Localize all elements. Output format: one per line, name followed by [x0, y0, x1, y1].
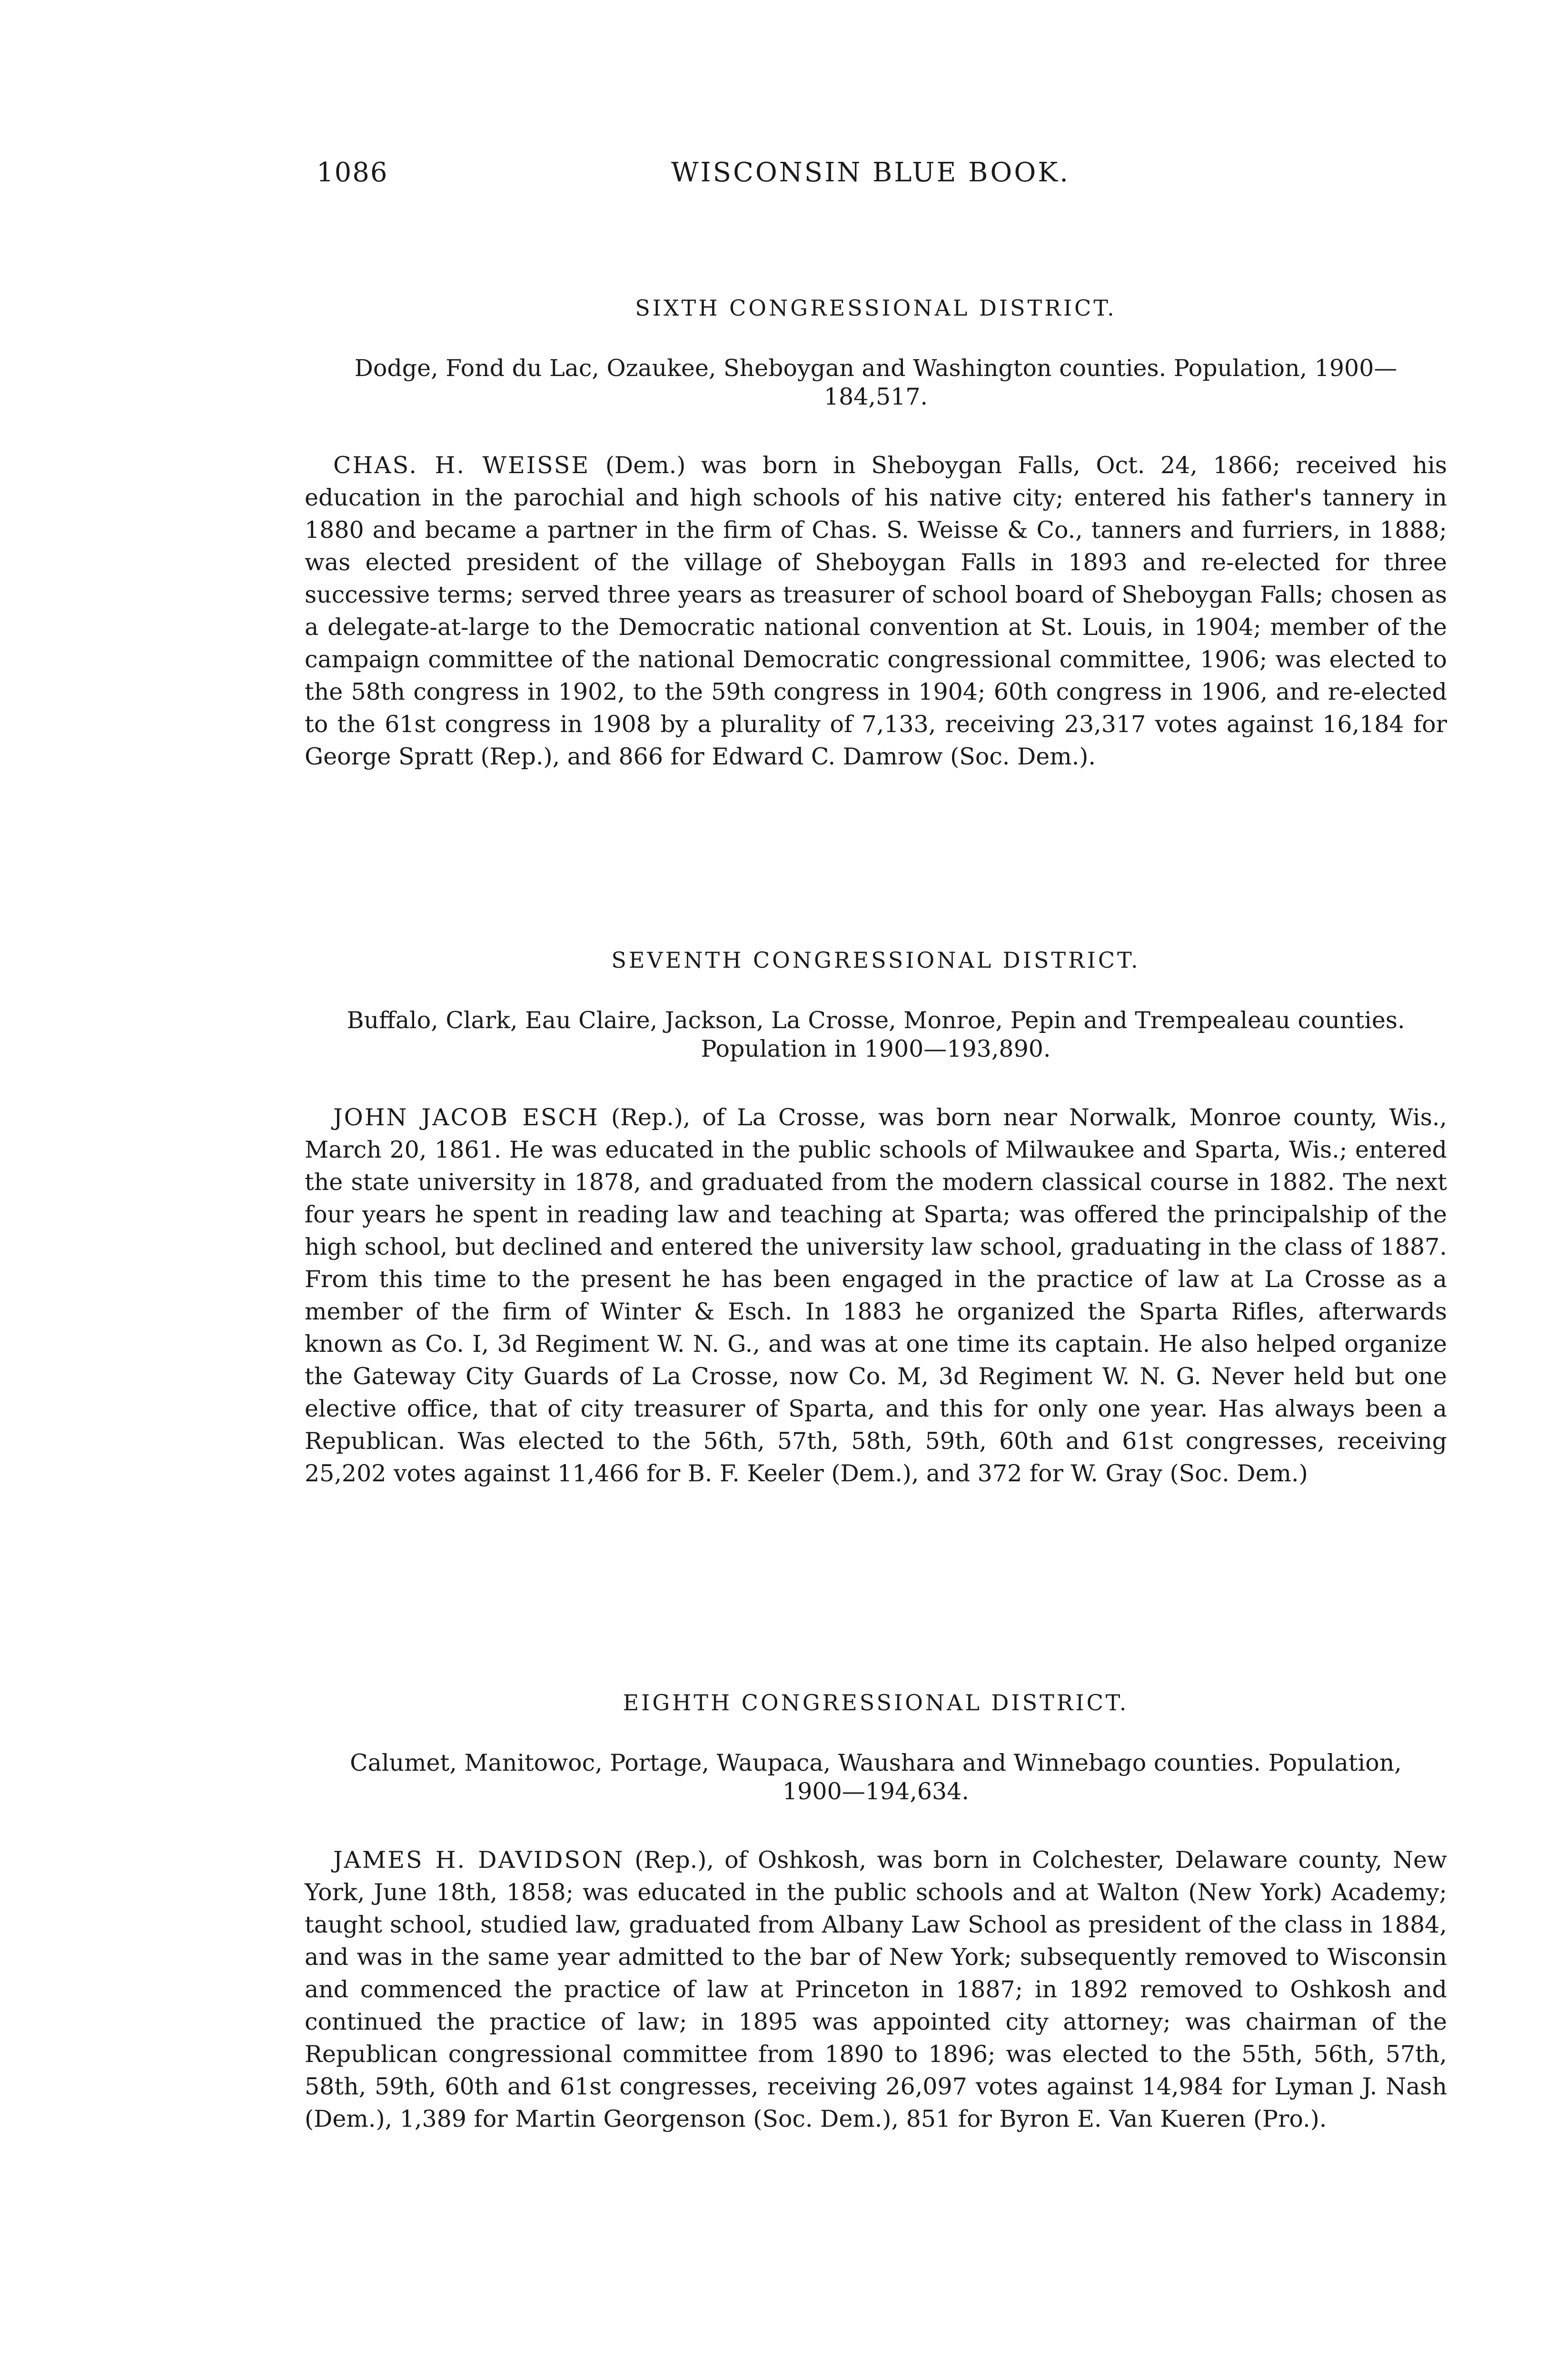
page-number: 1086: [317, 157, 388, 188]
section-heading: SEVENTH CONGRESSIONAL DISTRICT.: [611, 947, 1140, 973]
section-heading: EIGHTH CONGRESSIONAL DISTRICT.: [623, 1690, 1129, 1716]
section-sixth-district: [305, 295, 1447, 773]
biography-text: (Dem.) was born in Sheboygan Falls, Oct. 24, 1866; received his education in the parochial and high schools of his native city; entered his father's tannery in 1880 and became a partner in the firm of Chas. S. Weisse & Co., tanners and furriers, in 1888; was elected president of the village of Sheboygan Falls in 1893 and re-elected for three successive terms; served three years as treasurer of school board of Sheboygan Falls; chosen as a delegate-at-large to the Democratic national convention at St. Louis, in 1904; member of the campaign committee of the national Democratic congressional committee, 1906; was elected to the 58th congress in 1902, to the 59th congress in 1904; 60th congress in 1906, and re-elected to the 61st congress in 1908 by a plurality of 7,133, receiving 23,317 votes against 16,184 for George Spratt (Rep.), and 866 for Edward C. Damrow (Soc. Dem.).: [305, 452, 1447, 770]
district-counties: Dodge, Fond du Lac, Ozaukee, Sheboygan and Washington counties. Population, 1900—184,517.: [354, 355, 1397, 410]
district-counties: Calumet, Manitowoc, Portage, Waupaca, Waushara and Winnebago counties. Population, 1900—194,634.: [350, 1749, 1402, 1805]
section-seventh-district: [305, 947, 1447, 1490]
biography-text: (Rep.), of La Crosse, was born near Norwalk, Monroe county, Wis., March 20, 1861. He was educated in the public schools of Milwaukee and Sparta, Wis.; entered the state university in 1878, and graduated from the modern classical course in 1882. The next four years he spent in reading law and teaching at Sparta; was offered the principalship of the high school, but declined and entered the university law school, graduating in the class of 1887. From this time to the present he has been engaged in the practice of law at La Crosse as a member of the firm of Winter & Esch. In 1883 he organized the Sparta Rifles, afterwards known as Co. I, 3d Regiment W. N. G., and was at one time its captain. He also helped organize the Gateway City Guards of La Crosse, now Co. M, 3d Regiment W. N. G. Never held but one elective office, that of city treasurer of Sparta, and this for only one year. Has always been a Republican. Was elected to the 56th, 57th, 58th, 59th, 60th and 61st congresses, receiving 25,202 votes against 11,466 for B. F. Keeler (Dem.), and 372 for W. Gray (Soc. Dem.): [305, 1104, 1447, 1487]
section-eighth-district: [305, 1690, 1447, 2135]
representative-name: CHAS. H. WEISSE: [333, 452, 590, 479]
running-head: WISCONSIN BLUE BOOK.: [671, 157, 1070, 188]
representative-name: JAMES H. DAVIDSON: [333, 1846, 624, 1874]
representative-biography: [305, 1101, 1447, 1490]
district-counties: Buffalo, Clark, Eau Claire, Jackson, La Crosse, Monroe, Pepin and Trempealeau counties. Population in 1900—193,890.: [347, 1007, 1405, 1062]
biography-text: (Rep.), of Oshkosh, was born in Colchester, Delaware county, New York, June 18th, 1858; was educated in the public schools and at Walton (New York) Academy; taught school, studied law, graduated from Albany Law School as president of the class in 1884, and was in the same year admitted to the bar of New York; subsequently removed to Wisconsin and commenced the practice of law at Princeton in 1887; in 1892 removed to Oshkosh and continued the practice of law; in 1895 was appointed city attorney; was chairman of the Republican congressional committee from 1890 to 1896; was elected to the 55th, 56th, 57th, 58th, 59th, 60th and 61st congresses, receiving 26,097 votes against 14,984 for Lyman J. Nash (Dem.), 1,389 for Martin Georgenson (Soc. Dem.), 851 for Byron E. Van Kueren (Pro.).: [305, 1846, 1447, 2132]
representative-biography: [305, 449, 1447, 773]
representative-biography: [305, 1844, 1447, 2135]
representative-name: JOHN JACOB ESCH: [333, 1104, 599, 1131]
section-heading: SIXTH CONGRESSIONAL DISTRICT.: [635, 295, 1117, 321]
